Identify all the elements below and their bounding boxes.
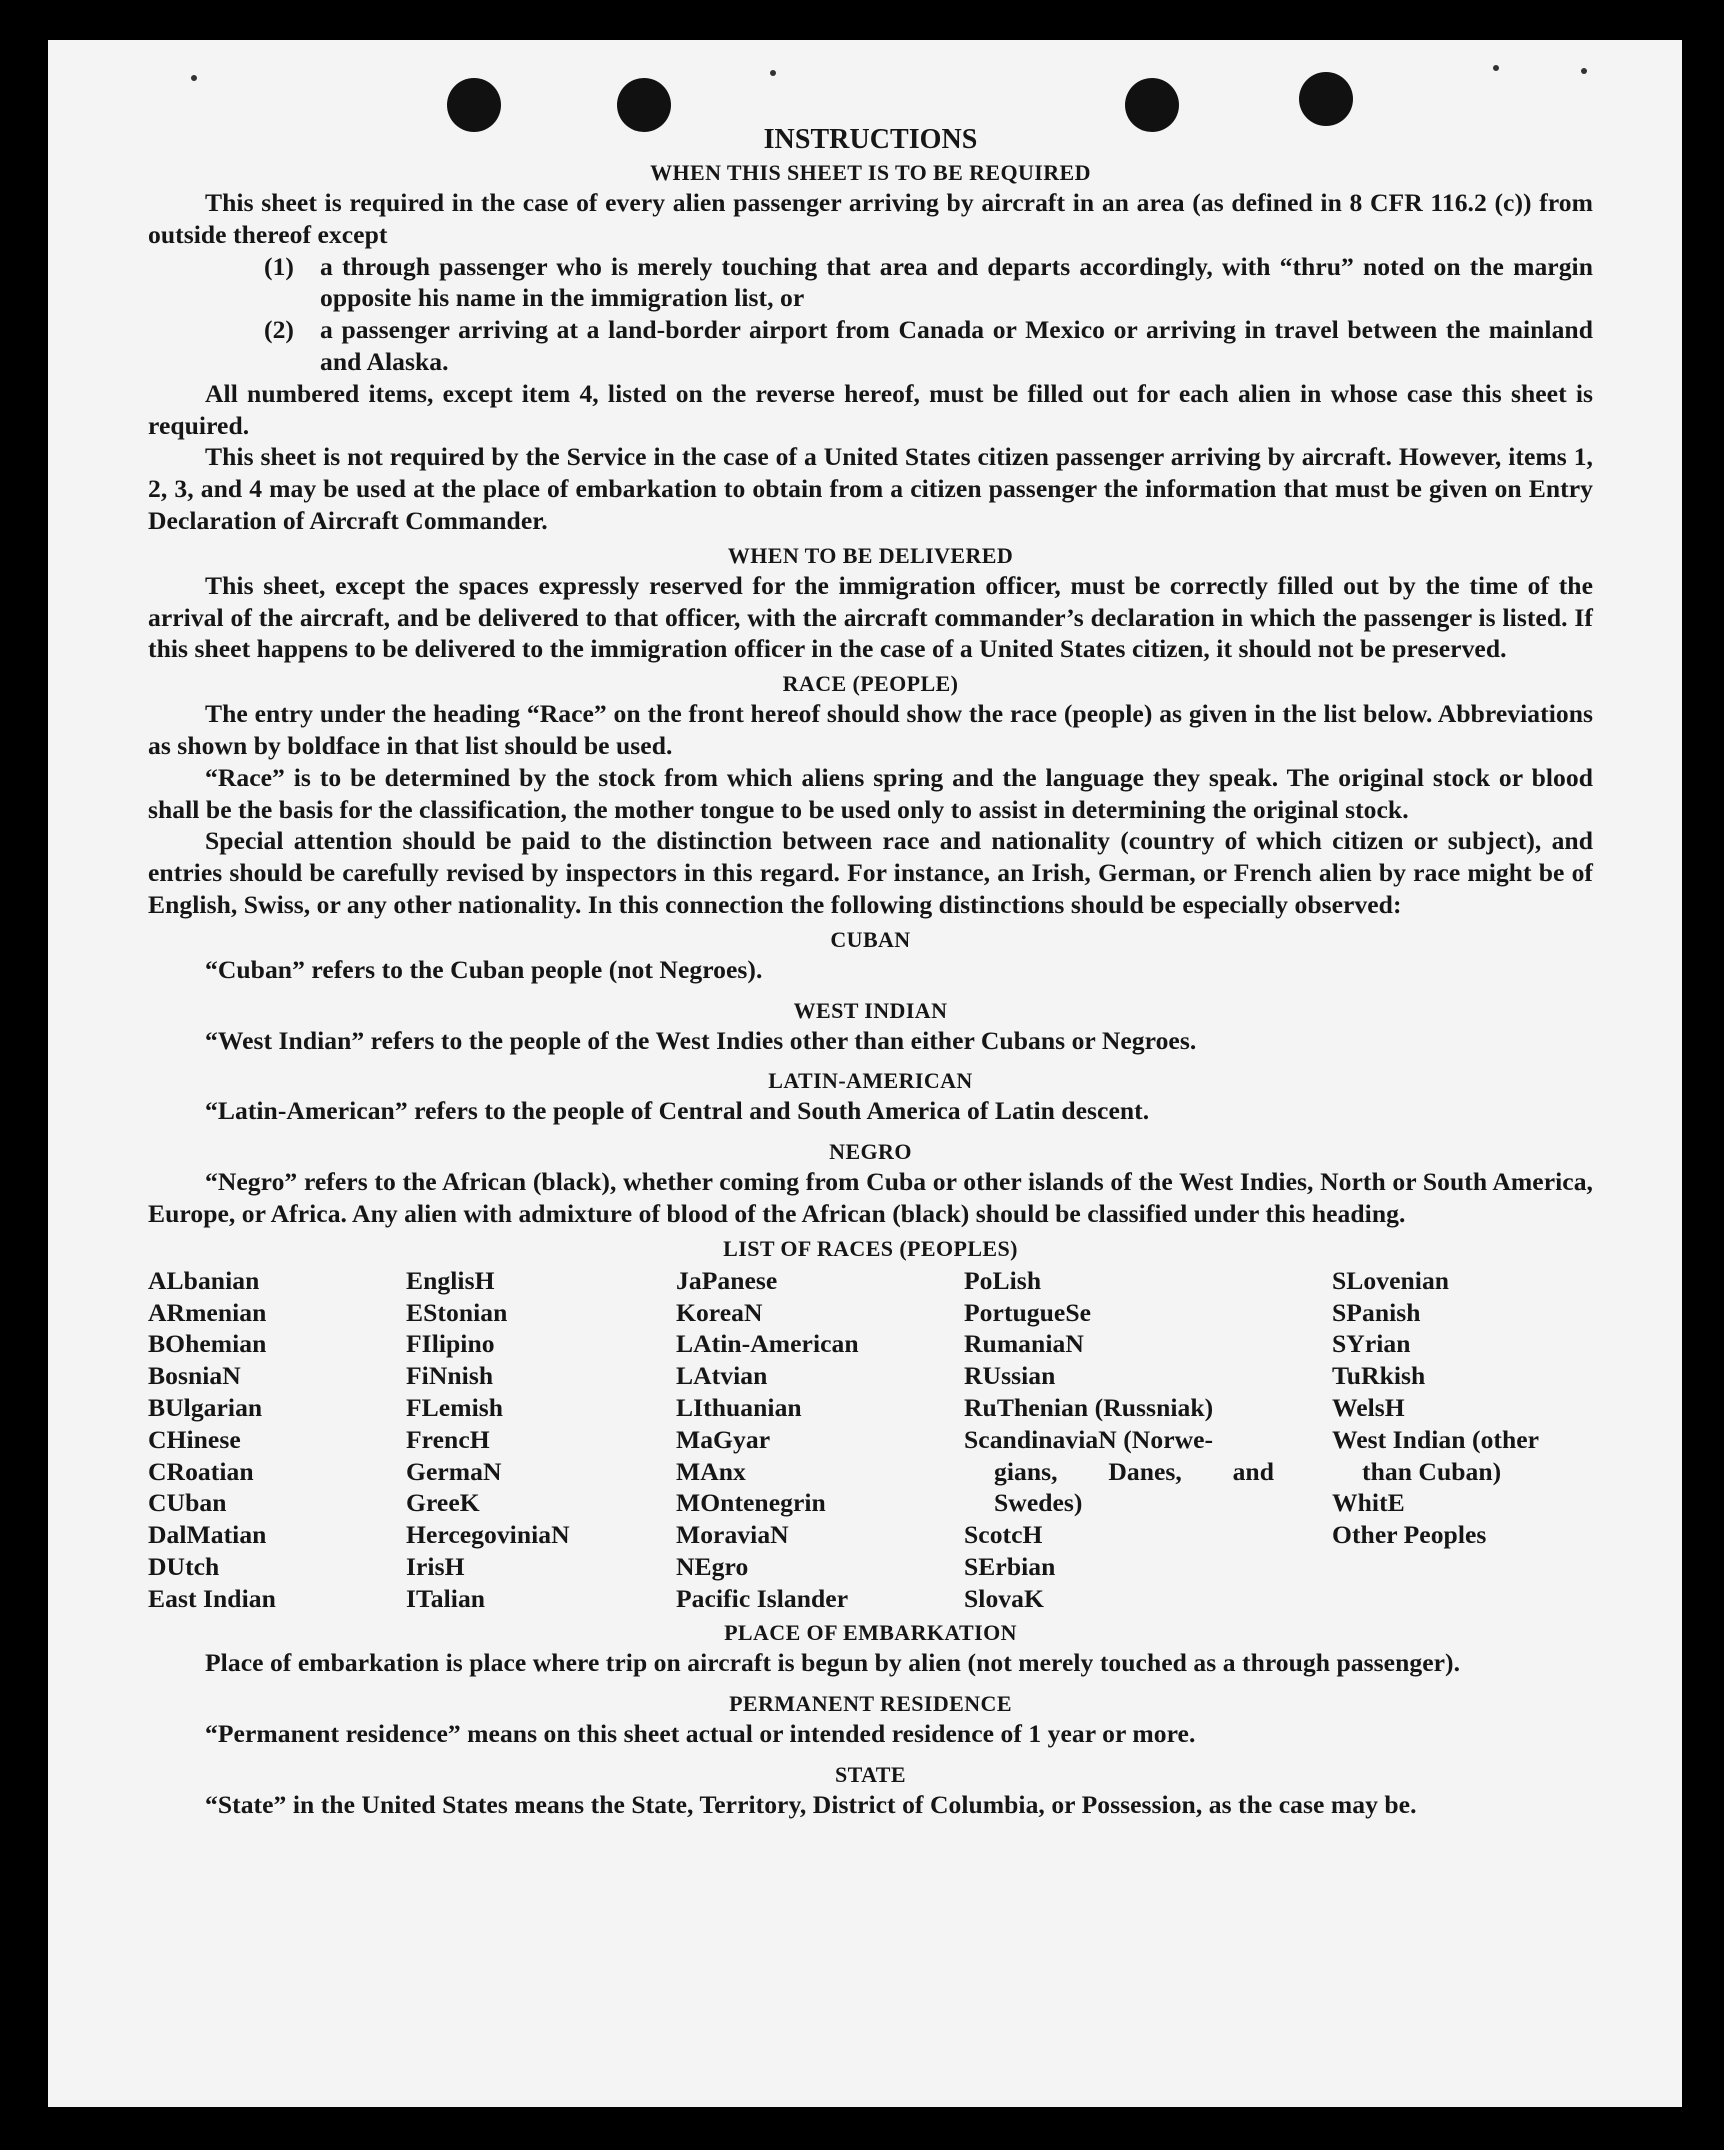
race-entry: KoreaN <box>676 1297 763 1327</box>
race-entry: Other Peoples <box>1332 1520 1487 1550</box>
section-heading: WHEN TO BE DELIVERED <box>727 542 1014 568</box>
document-page <box>48 40 1682 2107</box>
item-text: a through passenger who is merely touching that area and departs accordingly, with “thru” noted on the margin opposite his name in the immigration list, or <box>320 251 1593 313</box>
race-entry: DalMatian <box>148 1520 267 1550</box>
race-entry: RuThenian (Russniak) <box>964 1392 1214 1422</box>
race-entry: Pacific Islander <box>676 1583 849 1613</box>
paragraph: “Cuban” refers to the Cuban people (not Negroes). <box>205 954 763 984</box>
punch-hole <box>1299 72 1353 126</box>
paragraph: Place of embarkation is place where trip on aircraft is begun by alien (not merely touched as a through passenger). <box>205 1648 1461 1678</box>
race-entry: DUtch <box>148 1551 220 1581</box>
race-entry: RUssian <box>964 1361 1056 1391</box>
list-item <box>264 251 1593 315</box>
race-entry: SlovaK <box>964 1583 1044 1613</box>
race-entry: HercegoviniaN <box>406 1520 570 1550</box>
race-column <box>676 1265 964 1615</box>
section-heading: WHEN THIS SHEET IS TO BE REQUIRED <box>650 160 1091 185</box>
race-entry: SLovenian <box>1332 1265 1450 1295</box>
section-heading: NEGRO <box>829 1139 912 1165</box>
speck <box>1581 68 1587 74</box>
race-entry: SErbian <box>964 1551 1056 1581</box>
race-entry: ARmenian <box>148 1297 267 1327</box>
race-entry: CUban <box>148 1488 227 1518</box>
race-column <box>964 1265 1274 1615</box>
race-entry: GreeK <box>406 1488 480 1518</box>
race-entry: BOhemian <box>148 1329 267 1359</box>
race-entry: CHinese <box>148 1424 241 1454</box>
list-item <box>264 314 1593 378</box>
speck <box>1493 65 1499 71</box>
race-entry: SPanish <box>1332 1297 1421 1327</box>
section-heading: LATIN-AMERICAN <box>768 1068 973 1094</box>
race-entry: West Indian (other <box>1332 1424 1540 1454</box>
race-entry: BosniaN <box>148 1361 241 1391</box>
race-entry: IrisH <box>406 1551 465 1581</box>
item-number: (2) <box>264 315 294 345</box>
race-entry: ScotcH <box>964 1520 1043 1550</box>
race-entry: GermaN <box>406 1456 502 1486</box>
item-text: a passenger arriving at a land-border airport from Canada or Mexico or arriving in travel between the mainland and Alaska. <box>320 315 1593 376</box>
race-list <box>148 1265 1593 1615</box>
section-heading: WEST INDIAN <box>793 997 948 1023</box>
race-entry: WhitE <box>1332 1488 1405 1518</box>
paragraph: “West Indian” refers to the people of the West Indies other than either Cubans or Negroes. <box>205 1025 1197 1055</box>
paragraph: “Race” is to be determined by the stock from which aliens spring and the language they speak. The original stock or blood shall be the basis for the classification, the mother tongue to be used only to assist in determining the original stock. <box>148 762 1593 824</box>
race-entry: SYrian <box>1332 1329 1411 1359</box>
race-entry: ALbanian <box>148 1265 260 1295</box>
race-entry: MoraviaN <box>676 1520 789 1550</box>
paragraph: The entry under the heading “Race” on the front hereof should show the race (people) as given in the list below. Abbreviations as shown by boldface in that list should be used. <box>148 699 1593 760</box>
section-heading: CUBAN <box>830 926 911 952</box>
paragraph: This sheet is not required by the Service in the case of a United States citizen passenger arriving by aircraft. However, items 1, 2, 3, and 4 may be used at the place of embarkation to obtain from a citizen passenger the information that must be given on Entry Declaration of Aircraft Commander. <box>148 442 1593 535</box>
race-entry: EStonian <box>406 1297 508 1327</box>
race-entry: WelsH <box>1332 1392 1405 1422</box>
section-heading: RACE (PEOPLE) <box>782 671 959 697</box>
race-entry: FrencH <box>406 1424 490 1454</box>
race-entry: NEgro <box>676 1551 749 1581</box>
page-title: INSTRUCTIONS <box>763 124 978 155</box>
race-entry: ScandinaviaN (Norwe- <box>964 1424 1214 1454</box>
paragraph: “Latin-American” refers to the people of Central and South America of Latin descent. <box>205 1096 1150 1126</box>
race-entry: CRoatian <box>148 1456 254 1486</box>
race-entry: PoLish <box>964 1265 1042 1295</box>
race-entry: ITalian <box>406 1583 486 1613</box>
race-column <box>1274 1265 1332 1615</box>
paragraph: This sheet, except the spaces expressly reserved for the immigration officer, must be correctly filled out by the time of the arrival of the aircraft, and be delivered to that officer, with the aircraft commander’s declaration in which the passenger is listed. If this sheet happens to be delivered to the immigration officer in the case of a United States citizen, it should not be preserved. <box>148 570 1593 664</box>
paragraph: Special attention should be paid to the distinction between race and nationality (country of which citizen or subject), and entries should be carefully revised by inspectors in this regard. For instance, an Irish, German, or French alien by race might be of English, Swiss, or any other nationality. In this connection the following distinctions should be especially observed: <box>148 826 1593 919</box>
race-entry: PortugueSe <box>964 1297 1092 1327</box>
section-heading: PERMANENT RESIDENCE <box>729 1691 1012 1717</box>
race-entry: FLemish <box>406 1392 504 1422</box>
race-entry: RumaniaN <box>964 1329 1084 1359</box>
race-entry: FIlipino <box>406 1329 495 1359</box>
race-entry: East Indian <box>148 1583 276 1613</box>
race-entry: than Cuban) <box>1362 1456 1502 1486</box>
section-heading: STATE <box>835 1762 906 1788</box>
race-column <box>406 1265 676 1615</box>
race-entry: MaGyar <box>676 1424 771 1454</box>
speck <box>191 75 197 81</box>
instructions-body <box>148 122 1593 1821</box>
race-entry: LAtin-American <box>676 1329 859 1359</box>
race-entry: LIthuanian <box>676 1392 802 1422</box>
race-entry: JaPanese <box>676 1265 778 1295</box>
race-entry: MAnx <box>676 1456 746 1486</box>
race-entry: EnglisH <box>406 1265 495 1295</box>
paragraph: “Permanent residence” means on this sheet actual or intended residence of 1 year or more. <box>205 1719 1196 1749</box>
paragraph: “State” in the United States means the State, Territory, District of Columbia, or Possession, as the case may be. <box>205 1790 1417 1820</box>
race-column <box>148 1265 406 1615</box>
paragraph: All numbered items, except item 4, listed on the reverse hereof, must be filled out for each alien in whose case this sheet is required. <box>148 378 1593 440</box>
speck <box>770 70 776 76</box>
paragraph: This sheet is required in the case of every alien passenger arriving by aircraft in an area (as defined in 8 CFR 116.2 (c)) from outside thereof except <box>148 188 1593 249</box>
race-entry: LAtvian <box>676 1361 768 1391</box>
item-number: (1) <box>264 251 294 281</box>
section-heading: PLACE OF EMBARKATION <box>724 1620 1017 1646</box>
race-entry: TuRkish <box>1332 1361 1426 1391</box>
race-entry: MOntenegrin <box>676 1488 826 1518</box>
race-entry: BUlgarian <box>148 1392 263 1422</box>
race-entry: gians, Danes, and <box>994 1456 1274 1486</box>
race-column <box>1332 1265 1592 1615</box>
race-entry: FiNnish <box>406 1361 494 1391</box>
race-entry: Swedes) <box>994 1488 1083 1518</box>
paragraph: “Negro” refers to the African (black), whether coming from Cuba or other islands of the West Indies, North or South America, Europe, or Africa. Any alien with admixture of blood of the African (black) should be classified under this heading. <box>148 1167 1593 1228</box>
section-heading: LIST OF RACES (PEOPLES) <box>723 1235 1018 1261</box>
